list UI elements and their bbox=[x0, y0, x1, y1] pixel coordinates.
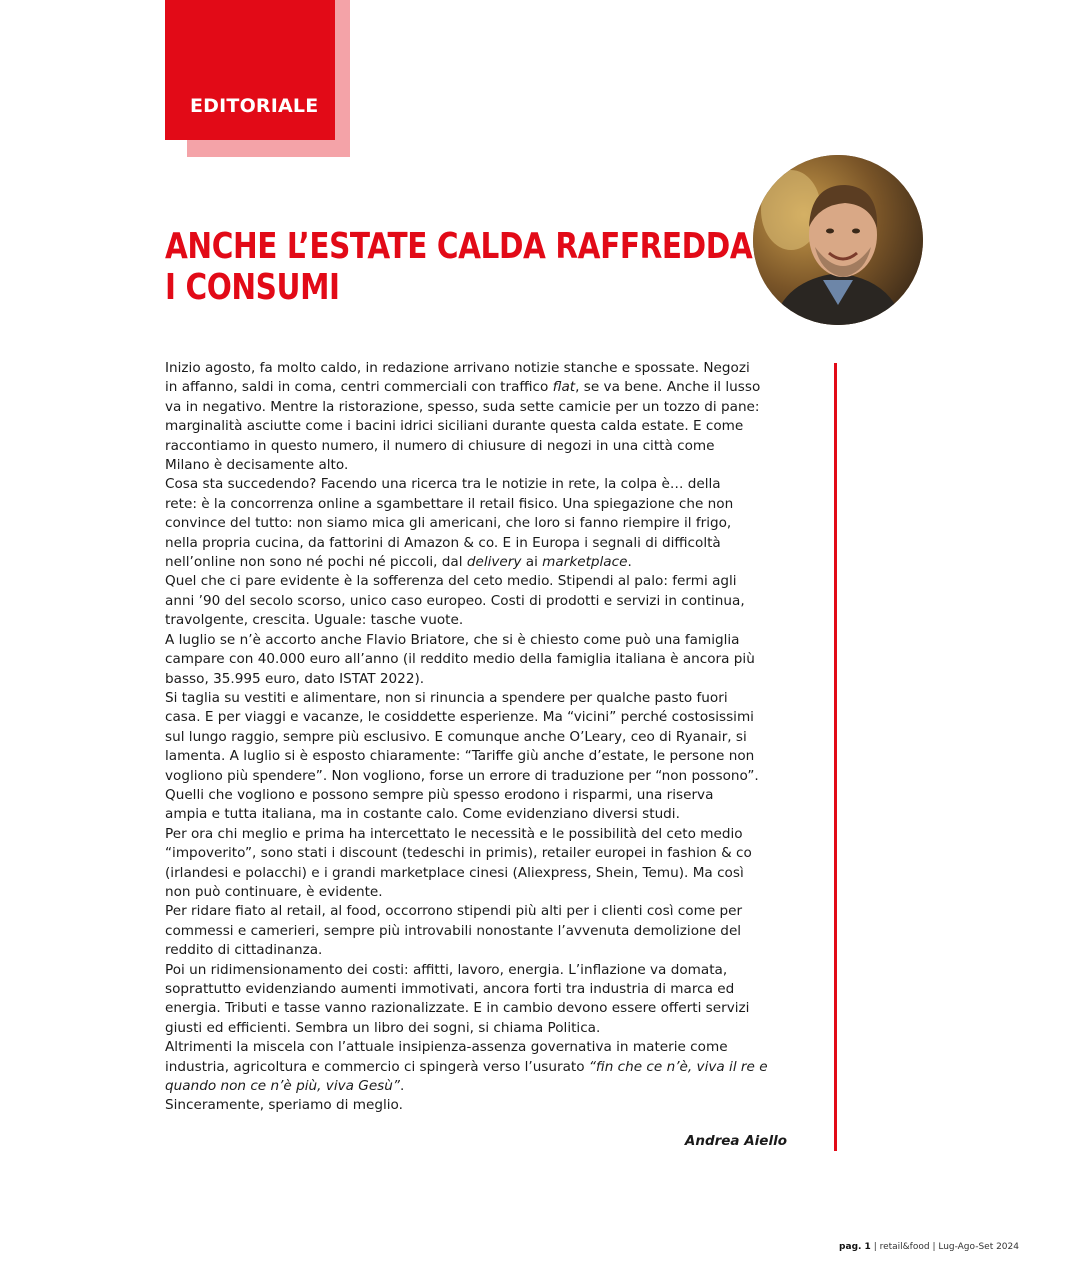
body-line: vogliono più spendere”. Non vogliono, forse un errore di traduzione per “non possono”. bbox=[165, 767, 759, 784]
italic-term: “fin che ce n’è, viva il re e bbox=[588, 1058, 768, 1075]
body-line: lamenta. A luglio si è esposto chiaramente: “Tariffe giù anche d’estate, le persone non bbox=[165, 748, 755, 765]
body-line: Poi un ridimensionamento dei costi: affitti, lavoro, energia. L’inflazione va domata, bbox=[165, 961, 728, 978]
italic-term: delivery bbox=[466, 554, 522, 571]
body-line: Si taglia su vestiti e alimentare, non si rinuncia a spendere per qualche pasto fuori bbox=[165, 689, 728, 706]
italic-term: marketplace bbox=[542, 554, 628, 571]
body-line: basso, 35.995 euro, dato ISTAT 2022). bbox=[165, 670, 425, 687]
body-segment: . bbox=[627, 554, 632, 571]
page-footer bbox=[700, 1242, 1019, 1252]
body-line: Per ridare fiato al retail, al food, occorrono stipendi più alti per i clienti così come per bbox=[165, 903, 743, 920]
body-line: soprattutto evidenziando aumenti immotivati, ancora forti tra industria di marca ed bbox=[165, 981, 735, 997]
body-line: convince del tutto: non siamo mica gli americani, che loro si fanno riempire il frigo, bbox=[165, 515, 732, 532]
body-line bbox=[165, 1058, 787, 1077]
body-segment: . bbox=[399, 1078, 405, 1095]
body-segment: , se va bene. Anche il lusso bbox=[575, 379, 761, 396]
body-line bbox=[165, 553, 787, 572]
body-line: “impoverito”, sono stati i discount (tedeschi in primis), retailer europei in fashion & co bbox=[165, 845, 752, 862]
body-line: Inizio agosto, fa molto caldo, in redazione arrivano notizie stanche e spossate. Negozi bbox=[165, 360, 750, 376]
body-line: rete: è la concorrenza online a sgambettare il retail fisico. Una spiegazione che non bbox=[165, 495, 734, 512]
body-line: A luglio se n’è accorto anche Flavio Briatore, che si è chiesto come può una famiglia bbox=[165, 631, 740, 648]
footer-text: | retail&food | Lug-Ago-Set 2024 bbox=[870, 1242, 1019, 1252]
title-line: I CONSUMI bbox=[165, 267, 340, 308]
body-line: sul lungo raggio, sempre più esclusivo. E comunque anche O’Leary, ceo di Ryanair, si bbox=[165, 728, 747, 745]
author-portrait-icon bbox=[753, 155, 923, 325]
article-body bbox=[165, 359, 787, 1116]
author-signature: Andrea Aiello bbox=[684, 1133, 787, 1149]
body-line: raccontiamo in questo numero, il numero di chiusure di negozi in una città come bbox=[165, 437, 715, 454]
body-segment: industria, agricoltura e commercio ci spingerà verso l’usurato bbox=[165, 1058, 589, 1075]
author-portrait bbox=[753, 155, 923, 325]
body-line: nella propria cucina, da fattorini di Amazon & co. E in Europa i segnali di difficoltà bbox=[165, 534, 721, 551]
body-line bbox=[165, 1077, 787, 1096]
body-line: anni ’90 del secolo scorso, unico caso europeo. Costi di prodotti e servizi in continua, bbox=[165, 592, 745, 609]
body-line: campare con 40.000 euro all’anno (il reddito medio della famiglia italiana è ancora più bbox=[165, 651, 755, 668]
body-line: Cosa sta succedendo? Facendo una ricerca tra le notizie in rete, la colpa è… della bbox=[165, 476, 721, 493]
body-segment: nell’online non sono né pochi né piccoli, dal bbox=[165, 554, 467, 571]
body-line: (irlandesi e polacchi) e i grandi marketplace cinesi (Aliexpress, Shein, Temu). Ma così bbox=[165, 864, 744, 881]
body-line: commessi e camerieri, sempre più introvabili nonostante l’avvenuta demolizione del bbox=[165, 922, 742, 939]
vertical-rule bbox=[834, 363, 837, 1151]
body-line: ampia e tutta italiana, ma in costante calo. Come evidenziano diversi studi. bbox=[165, 806, 680, 823]
body-line: giusti ed efficienti. Sembra un libro dei sogni, si chiama Politica. bbox=[165, 1019, 601, 1036]
title-line: ANCHE L’ESTATE CALDA RAFFREDDA bbox=[165, 226, 753, 267]
body-line: non può continuare, è evidente. bbox=[165, 883, 383, 900]
page-number: pag. 1 bbox=[839, 1242, 871, 1252]
italic-term: quando non ce n’è più, viva Gesù” bbox=[165, 1078, 400, 1095]
body-line bbox=[165, 378, 787, 397]
body-line: Quel che ci pare evidente è la sofferenza del ceto medio. Stipendi al palo: fermi agli bbox=[165, 573, 737, 590]
body-line: Per ora chi meglio e prima ha intercettato le necessità e le possibilità del ceto medio bbox=[165, 825, 743, 842]
body-line: Quelli che vogliono e possono sempre più spesso erodono i risparmi, una riserva bbox=[165, 786, 714, 803]
body-line: marginalità asciutte come i bacini idrici siciliani durante questa calda estate. E come bbox=[165, 418, 744, 435]
body-line: travolgente, crescita. Uguale: tasche vuote. bbox=[165, 612, 464, 629]
section-label: EDITORIALE bbox=[190, 95, 319, 117]
body-line: va in negativo. Mentre la ristorazione, spesso, suda sette camicie per un tozzo di pane: bbox=[165, 398, 760, 415]
body-line: Altrimenti la miscela con l’attuale insipienza-assenza governativa in materie come bbox=[165, 1039, 728, 1056]
body-line: Sinceramente, speriamo di meglio. bbox=[165, 1097, 403, 1114]
italic-term: flat bbox=[552, 379, 576, 396]
body-line: reddito di cittadinanza. bbox=[165, 942, 323, 959]
body-segment: ai bbox=[521, 554, 543, 571]
body-line: energia. Tributi e tasse vanno razionalizzate. E in cambio devono essere offerti servizi bbox=[165, 1000, 750, 1017]
article-title bbox=[165, 226, 753, 308]
section-badge bbox=[165, 0, 335, 140]
body-line: casa. E per viaggi e vacanze, le cosiddette esperienze. Ma “vicini” perché costosissimi bbox=[165, 709, 754, 726]
body-line: Milano è decisamente alto. bbox=[165, 457, 349, 474]
body-segment: in affanno, saldi in coma, centri commerciali con traffico bbox=[165, 379, 553, 396]
